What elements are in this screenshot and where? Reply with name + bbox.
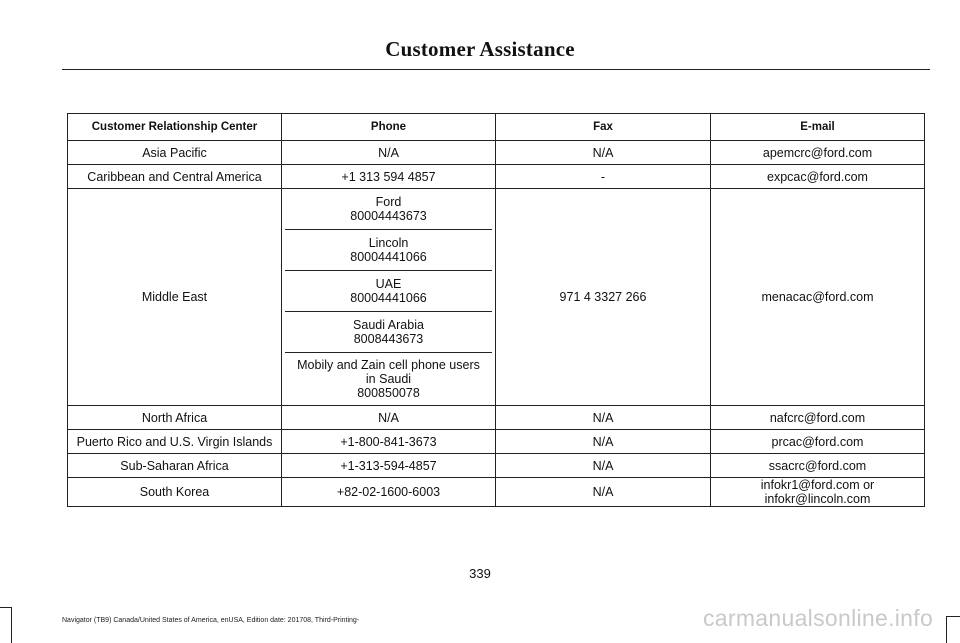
fax-cell: N/A [496,430,711,454]
center-cell: North Africa [68,406,282,430]
column-header-center: Customer Relationship Center [68,114,282,141]
phone-number: 80004441066 [350,291,427,305]
crop-mark [0,607,12,608]
crop-mark [946,616,960,617]
table-row [68,454,925,478]
table-header-row [68,114,925,141]
phone-number: 80004443673 [350,209,427,223]
phone-cell: +1 313 594 4857 [282,165,496,189]
email-line: infokr1@ford.com or [760,478,875,492]
phone-entry-lincoln [285,230,492,271]
center-cell: Sub-Saharan Africa [68,454,282,478]
column-header-email: E-mail [711,114,925,141]
phone-cell: +1-313-594-4857 [282,454,496,478]
phone-number: 8008443673 [353,332,424,346]
fax-cell: N/A [496,478,711,507]
table-row [68,406,925,430]
table-row [68,478,925,507]
column-header-fax: Fax [496,114,711,141]
phone-cell-group [282,189,496,406]
phone-cell: +82-02-1600-6003 [282,478,496,507]
center-cell: Middle East [68,189,282,406]
fax-cell: N/A [496,454,711,478]
title-divider [62,69,930,70]
phone-cell: N/A [282,406,496,430]
phone-label: Ford [375,195,402,209]
customer-relationship-table [67,113,925,507]
fax-cell: N/A [496,406,711,430]
fax-cell: N/A [496,141,711,165]
page-title: Customer Assistance [385,37,575,61]
crop-mark [946,616,947,643]
phone-number: 80004441066 [350,250,427,264]
page-number: 339 [469,566,491,581]
column-header-phone: Phone [282,114,496,141]
center-cell: Asia Pacific [68,141,282,165]
email-line: infokr@lincoln.com [764,492,871,506]
email-cell: nafcrc@ford.com [711,406,925,430]
watermark: carmanualsonline.info [703,605,934,631]
phone-label-continued: in Saudi [365,372,412,386]
phone-cell: N/A [282,141,496,165]
fax-cell: 971 4 3327 266 [496,189,711,406]
crop-mark [11,607,12,643]
phone-entry-saudi-arabia [285,312,492,353]
phone-entry-uae [285,271,492,312]
center-cell: Caribbean and Central America [68,165,282,189]
phone-entry-ford [285,189,492,230]
phone-cell: +1-800-841-3673 [282,430,496,454]
email-cell: ssacrc@ford.com [711,454,925,478]
center-cell: South Korea [68,478,282,507]
email-cell: prcac@ford.com [711,430,925,454]
email-cell: menacac@ford.com [711,189,925,406]
email-cell: apemcrc@ford.com [711,141,925,165]
phone-label: Mobily and Zain cell phone users [297,358,480,372]
phone-label: Lincoln [368,236,409,250]
phone-number: 800850078 [357,386,420,400]
table-row [68,189,925,406]
phone-label: UAE [375,277,402,291]
phone-entry-mobily-zain [285,353,492,405]
email-cell [711,478,925,507]
table-row [68,430,925,454]
table-row [68,141,925,165]
center-cell: Puerto Rico and U.S. Virgin Islands [68,430,282,454]
fax-cell: - [496,165,711,189]
email-cell: expcac@ford.com [711,165,925,189]
table-row [68,165,925,189]
edition-footer: Navigator (TB9) Canada/United States of America, enUSA, Edition date: 201708, Third-Printing- [62,617,360,624]
phone-label: Saudi Arabia [353,318,424,332]
